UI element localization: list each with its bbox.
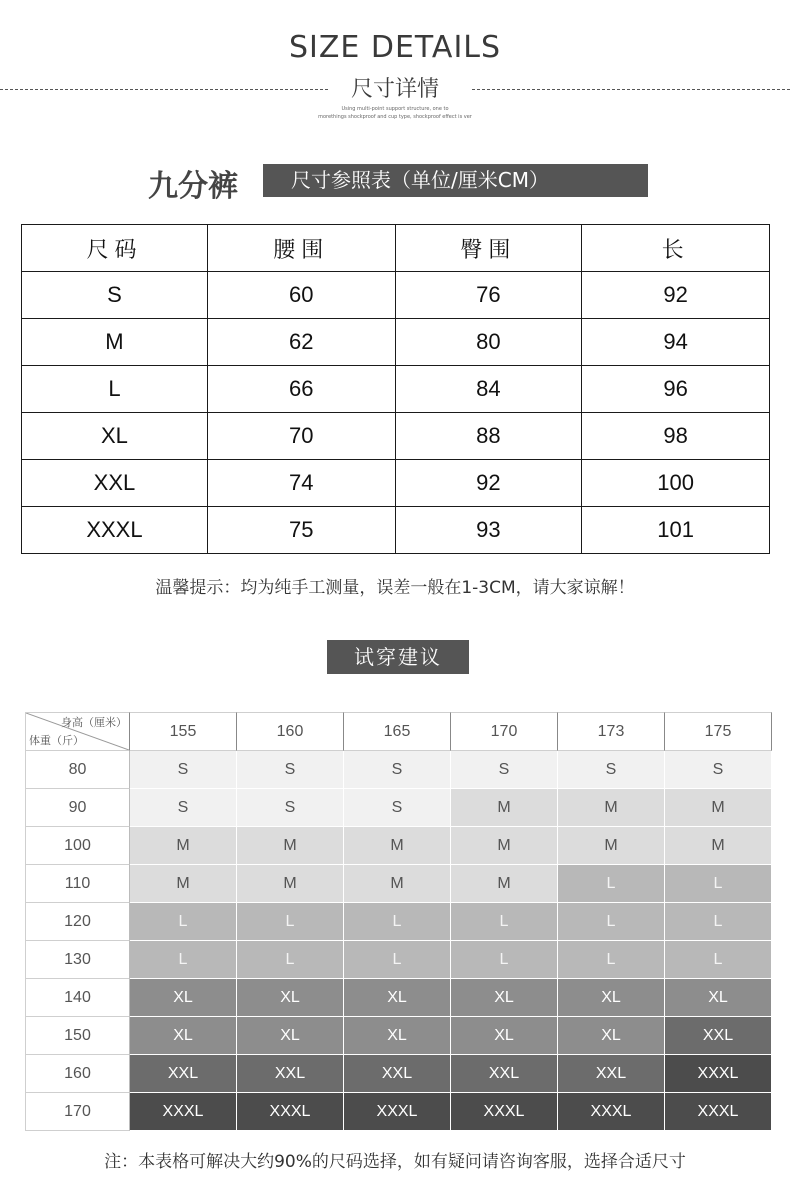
height-header-cell: 173	[558, 712, 665, 751]
recommended-size-cell: M	[130, 865, 237, 903]
size-table-cell: M	[22, 319, 208, 366]
fit-table-row	[25, 751, 772, 789]
size-table-cell: 88	[395, 413, 582, 460]
recommended-size-cell: M	[237, 827, 344, 865]
tagline-line-1: Using multi-point support structure, one to	[341, 106, 449, 112]
recommended-size-cell: XL	[237, 979, 344, 1017]
weight-cell: 120	[25, 903, 130, 941]
recommended-size-cell: M	[665, 789, 772, 827]
section-title: SIZE DETAILS	[288, 30, 502, 65]
size-table-cell: 84	[395, 366, 582, 413]
recommended-size-cell: M	[237, 865, 344, 903]
recommended-size-cell: L	[237, 903, 344, 941]
fit-table-row	[25, 1093, 772, 1131]
recommended-size-cell: XL	[130, 1017, 237, 1055]
recommended-size-cell: XXXL	[665, 1055, 772, 1093]
recommended-size-cell: S	[237, 751, 344, 789]
recommended-size-cell: M	[558, 827, 665, 865]
size-table-header-row	[22, 225, 770, 272]
recommended-size-cell: L	[558, 865, 665, 903]
size-table-cell: 60	[207, 272, 395, 319]
recommended-size-cell: S	[558, 751, 665, 789]
fit-table-row	[25, 789, 772, 827]
size-table-cell: 94	[582, 319, 770, 366]
height-axis-label: 身高（厘米）	[61, 716, 127, 729]
size-table-header-cell: 腰围	[207, 225, 395, 272]
recommended-size-cell: M	[558, 789, 665, 827]
recommended-size-cell: XL	[237, 1017, 344, 1055]
fit-table-row	[25, 941, 772, 979]
weight-cell: 140	[25, 979, 130, 1017]
size-table-cell: 92	[582, 272, 770, 319]
size-table-cell: 62	[207, 319, 395, 366]
recommended-size-cell: M	[130, 827, 237, 865]
size-table-cell: 98	[582, 413, 770, 460]
fit-table-row	[25, 903, 772, 941]
recommended-size-cell: L	[451, 941, 558, 979]
size-table-cell: XXXL	[22, 507, 208, 554]
recommended-size-cell: M	[451, 827, 558, 865]
fit-table-row	[25, 979, 772, 1017]
recommended-size-cell: M	[451, 789, 558, 827]
size-table-cell: 100	[582, 460, 770, 507]
weight-cell: 170	[25, 1093, 130, 1131]
weight-axis-label: 体重（斤）	[29, 734, 84, 747]
size-table-row	[22, 507, 770, 554]
height-header-cell: 155	[130, 712, 237, 751]
recommended-size-cell: XXL	[237, 1055, 344, 1093]
size-table-cell: 70	[207, 413, 395, 460]
size-chart-banner: 尺寸参照表（单位/厘米CM）	[263, 164, 648, 197]
recommended-size-cell: S	[130, 789, 237, 827]
recommended-size-cell: XL	[558, 979, 665, 1017]
height-header-cell: 170	[451, 712, 558, 751]
height-header-cell: 175	[665, 712, 772, 751]
recommended-size-cell: L	[665, 903, 772, 941]
size-table-cell: S	[22, 272, 208, 319]
size-table-row	[22, 319, 770, 366]
weight-cell: 130	[25, 941, 130, 979]
recommended-size-cell: M	[344, 827, 451, 865]
recommended-size-cell: XXXL	[130, 1093, 237, 1131]
weight-cell: 90	[25, 789, 130, 827]
recommended-size-cell: XXXL	[665, 1093, 772, 1131]
recommended-size-cell: L	[665, 941, 772, 979]
size-selection-note: 注：本表格可解决大约90%的尺码选择，如有疑问请咨询客服，选择合适尺寸	[104, 1152, 686, 1172]
weight-cell: 160	[25, 1055, 130, 1093]
recommended-size-cell: L	[237, 941, 344, 979]
recommended-size-cell: XL	[344, 979, 451, 1017]
recommended-size-cell: XL	[558, 1017, 665, 1055]
size-table-cell: 101	[582, 507, 770, 554]
tagline-line-2: morethings shockproof and cup type, shockproof effect is ver	[318, 114, 472, 120]
recommended-size-cell: L	[130, 941, 237, 979]
recommended-size-cell: S	[344, 789, 451, 827]
recommended-size-cell: L	[130, 903, 237, 941]
recommended-size-cell: XXL	[665, 1017, 772, 1055]
recommended-size-cell: XXXL	[558, 1093, 665, 1131]
recommended-size-cell: M	[451, 865, 558, 903]
corner-cell	[25, 712, 130, 751]
size-table-cell: 80	[395, 319, 582, 366]
recommended-size-cell: M	[665, 827, 772, 865]
recommended-size-cell: XXL	[344, 1055, 451, 1093]
size-table-header-cell: 长	[582, 225, 770, 272]
recommended-size-cell: XL	[344, 1017, 451, 1055]
size-table-cell: XL	[22, 413, 208, 460]
size-table-row	[22, 460, 770, 507]
recommended-size-cell: XL	[130, 979, 237, 1017]
recommended-size-cell: S	[130, 751, 237, 789]
recommended-size-cell: S	[665, 751, 772, 789]
size-table-header-cell: 尺码	[22, 225, 208, 272]
recommended-size-cell: XXXL	[451, 1093, 558, 1131]
fit-header-row	[25, 712, 772, 751]
size-table-row	[22, 272, 770, 319]
fit-table-row	[25, 1055, 772, 1093]
weight-cell: 110	[25, 865, 130, 903]
recommended-size-cell: L	[558, 903, 665, 941]
weight-cell: 100	[25, 827, 130, 865]
recommended-size-cell: S	[344, 751, 451, 789]
recommended-size-cell: XL	[451, 979, 558, 1017]
size-table-cell: XXL	[22, 460, 208, 507]
weight-cell: 80	[25, 751, 130, 789]
size-table-cell: 75	[207, 507, 395, 554]
size-table-cell: 66	[207, 366, 395, 413]
recommended-size-cell: M	[344, 865, 451, 903]
fit-table-row	[25, 865, 772, 903]
fit-recommendation-table	[25, 712, 772, 1131]
size-table-row	[22, 366, 770, 413]
fit-table-row	[25, 1017, 772, 1055]
size-table-cell: 74	[207, 460, 395, 507]
recommended-size-cell: XXL	[558, 1055, 665, 1093]
recommended-size-cell: L	[665, 865, 772, 903]
weight-cell: 150	[25, 1017, 130, 1055]
height-header-cell: 165	[344, 712, 451, 751]
size-table-cell: 96	[582, 366, 770, 413]
size-table-header-cell: 臀围	[395, 225, 582, 272]
fit-suggestion-banner: 试穿建议	[327, 640, 469, 674]
recommended-size-cell: XL	[451, 1017, 558, 1055]
product-type-label: 九分裤	[148, 169, 238, 204]
size-table-cell: 76	[395, 272, 582, 319]
recommended-size-cell: XL	[665, 979, 772, 1017]
size-chart-table	[21, 224, 770, 554]
recommended-size-cell: L	[451, 903, 558, 941]
recommended-size-cell: XXL	[451, 1055, 558, 1093]
size-table-cell: 93	[395, 507, 582, 554]
height-header-cell: 160	[237, 712, 344, 751]
recommended-size-cell: L	[344, 903, 451, 941]
recommended-size-cell: S	[451, 751, 558, 789]
recommended-size-cell: XXL	[130, 1055, 237, 1093]
recommended-size-cell: XXXL	[237, 1093, 344, 1131]
recommended-size-cell: L	[344, 941, 451, 979]
section-subtitle: 尺寸详情	[350, 77, 439, 102]
recommended-size-cell: S	[237, 789, 344, 827]
fit-table-row	[25, 827, 772, 865]
size-table-cell: 92	[395, 460, 582, 507]
recommended-size-cell: XXXL	[344, 1093, 451, 1131]
measurement-tip: 温馨提示：均为纯手工测量，误差一般在1-3CM，请大家谅解！	[155, 578, 635, 598]
recommended-size-cell: L	[558, 941, 665, 979]
size-table-cell: L	[22, 366, 208, 413]
size-table-row	[22, 413, 770, 460]
